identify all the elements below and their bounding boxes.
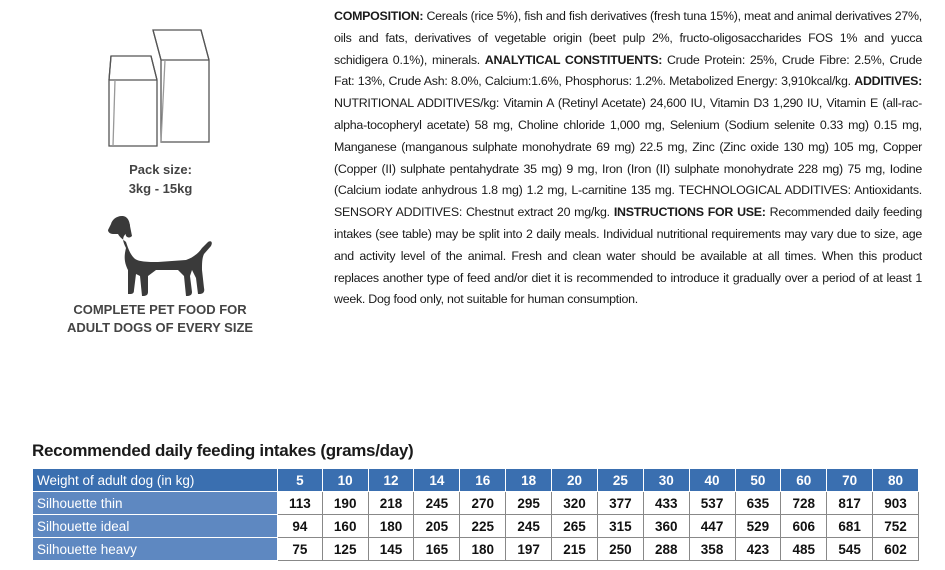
weight-cell: 60	[781, 469, 827, 492]
table-cell: 447	[689, 515, 735, 538]
feeding-table	[32, 468, 919, 561]
table-row-ideal	[33, 515, 919, 538]
table-cell: 602	[873, 538, 919, 561]
weight-cell: 14	[414, 469, 460, 492]
weight-cell: 80	[873, 469, 919, 492]
table-cell: 315	[597, 515, 643, 538]
table-cell: 423	[735, 538, 781, 561]
weight-cell: 12	[368, 469, 414, 492]
product-type-line2: ADULT DOGS OF EVERY SIZE	[66, 320, 254, 335]
additives-heading: ADDITIVES:	[854, 74, 922, 89]
food-bags-icon	[105, 20, 215, 150]
weight-cell: 50	[735, 469, 781, 492]
weight-cell: 30	[643, 469, 689, 492]
weight-cell: 16	[460, 469, 506, 492]
table-cell: 903	[873, 492, 919, 515]
table-cell: 205	[414, 515, 460, 538]
table-row-thin	[33, 492, 919, 515]
row-label: Silhouette thin	[33, 492, 278, 515]
table-cell: 358	[689, 538, 735, 561]
instructions-text: Recommended daily feeding intakes (see table) may be split into 2 daily meals. Individual nutritional requirements may vary due to size, age and activity level of the animal. Fresh and clean water should be available at all times. When this product replaces another type of feed and/or diet it is recommended to introduce it gradually over a period of at least 1 week. Dog food only, not suitable for human consumption.	[334, 205, 922, 307]
weight-cell: 20	[552, 469, 598, 492]
table-cell: 606	[781, 515, 827, 538]
table-cell: 433	[643, 492, 689, 515]
table-cell: 529	[735, 515, 781, 538]
table-cell: 320	[552, 492, 598, 515]
table-cell: 215	[552, 538, 598, 561]
table-row-heavy	[33, 538, 919, 561]
row-label: Silhouette ideal	[33, 515, 278, 538]
row-label: Silhouette heavy	[33, 538, 278, 561]
composition-text: Cereals (rice 5%), fish and fish derivatives (fresh tuna 15%), meat and animal derivatives 27%, oils and fats, derivatives of vegetable origin (beet pulp 2%, fructo-oligosaccharides FOS 1% and yucca schidigera 0.1%), minerals.	[334, 9, 922, 67]
table-cell: 752	[873, 515, 919, 538]
table-cell: 180	[460, 538, 506, 561]
table-cell: 485	[781, 538, 827, 561]
table-cell: 377	[597, 492, 643, 515]
table-cell: 635	[735, 492, 781, 515]
weight-cell: 18	[506, 469, 552, 492]
table-cell: 245	[414, 492, 460, 515]
table-cell: 160	[322, 515, 368, 538]
table-cell: 250	[597, 538, 643, 561]
table-cell: 180	[368, 515, 414, 538]
table-cell: 145	[368, 538, 414, 561]
weight-cell: 40	[689, 469, 735, 492]
feeding-table-title: Recommended daily feeding intakes (grams/day)	[32, 441, 414, 460]
product-type-label	[55, 301, 265, 337]
table-cell: 113	[278, 492, 323, 515]
table-cell: 817	[827, 492, 873, 515]
table-cell: 165	[414, 538, 460, 561]
table-cell: 218	[368, 492, 414, 515]
pack-size-label	[98, 160, 223, 198]
table-cell: 125	[322, 538, 368, 561]
instructions-heading: INSTRUCTIONS FOR USE:	[613, 205, 766, 220]
analytical-text: Crude Protein: 25%, Crude Fibre: 2.5%, Crude Fat: 13%, Crude Ash: 8.0%, Calcium:1.6%, Phosphorus: 1.2%. Metabolized Energy: 3,910kcal/kg.	[334, 52, 922, 89]
product-type-line1: COMPLETE PET FOOD FOR	[73, 302, 247, 317]
pack-size-value: 3kg - 15kg	[128, 181, 193, 196]
weight-cell: 5	[278, 469, 323, 492]
table-cell: 270	[460, 492, 506, 515]
product-description	[334, 6, 922, 306]
table-cell: 197	[506, 538, 552, 561]
table-cell: 728	[781, 492, 827, 515]
pack-size-heading: Pack size:	[129, 162, 192, 177]
dog-silhouette-icon	[108, 212, 214, 298]
table-cell: 295	[506, 492, 552, 515]
composition-heading: COMPOSITION:	[334, 9, 424, 23]
weight-cell: 70	[827, 469, 873, 492]
analytical-heading: ANALYTICAL CONSTITUENTS:	[484, 52, 663, 67]
table-cell: 681	[827, 515, 873, 538]
table-header-row	[33, 469, 919, 492]
table-cell: 94	[278, 515, 323, 538]
table-cell: 225	[460, 515, 506, 538]
weight-cell: 10	[322, 469, 368, 492]
table-cell: 360	[643, 515, 689, 538]
weight-cell: 25	[597, 469, 643, 492]
table-cell: 537	[689, 492, 735, 515]
table-cell: 545	[827, 538, 873, 561]
weight-header-label: Weight of adult dog (in kg)	[33, 469, 278, 492]
table-cell: 190	[322, 492, 368, 515]
table-cell: 245	[506, 515, 552, 538]
table-cell: 75	[278, 538, 323, 561]
additives-text: NUTRITIONAL ADDITIVES/kg: Vitamin A (Retinyl Acetate) 24,600 IU, Vitamin D3 1,290 IU, Vitamin E (all-rac-alpha-tocopheryl acetate) 58 mg, Choline chloride 1,000 mg, Selenium (Sodium selenite 0.33 mg) 0.15 mg, Manganese (manganous sulphate monohydrate 69 mg) 22.5 mg, Zinc (Zinc oxide 130 mg) 105 mg, Copper (Copper (II) sulphate pentahydrate 35 mg) 9 mg, Iron (Iron (II) sulphate monohydrate 228 mg) 75 mg, Iodine (Calcium iodate anhydrous 1.8 mg) 1.2 mg, L-carnitine 135 mg. TECHNOLOGICAL ADDITIVES: Antioxidants. SENSORY ADDITIVES: Chestnut extract 20 mg/kg.	[334, 96, 922, 220]
table-cell: 265	[552, 515, 598, 538]
table-cell: 288	[643, 538, 689, 561]
